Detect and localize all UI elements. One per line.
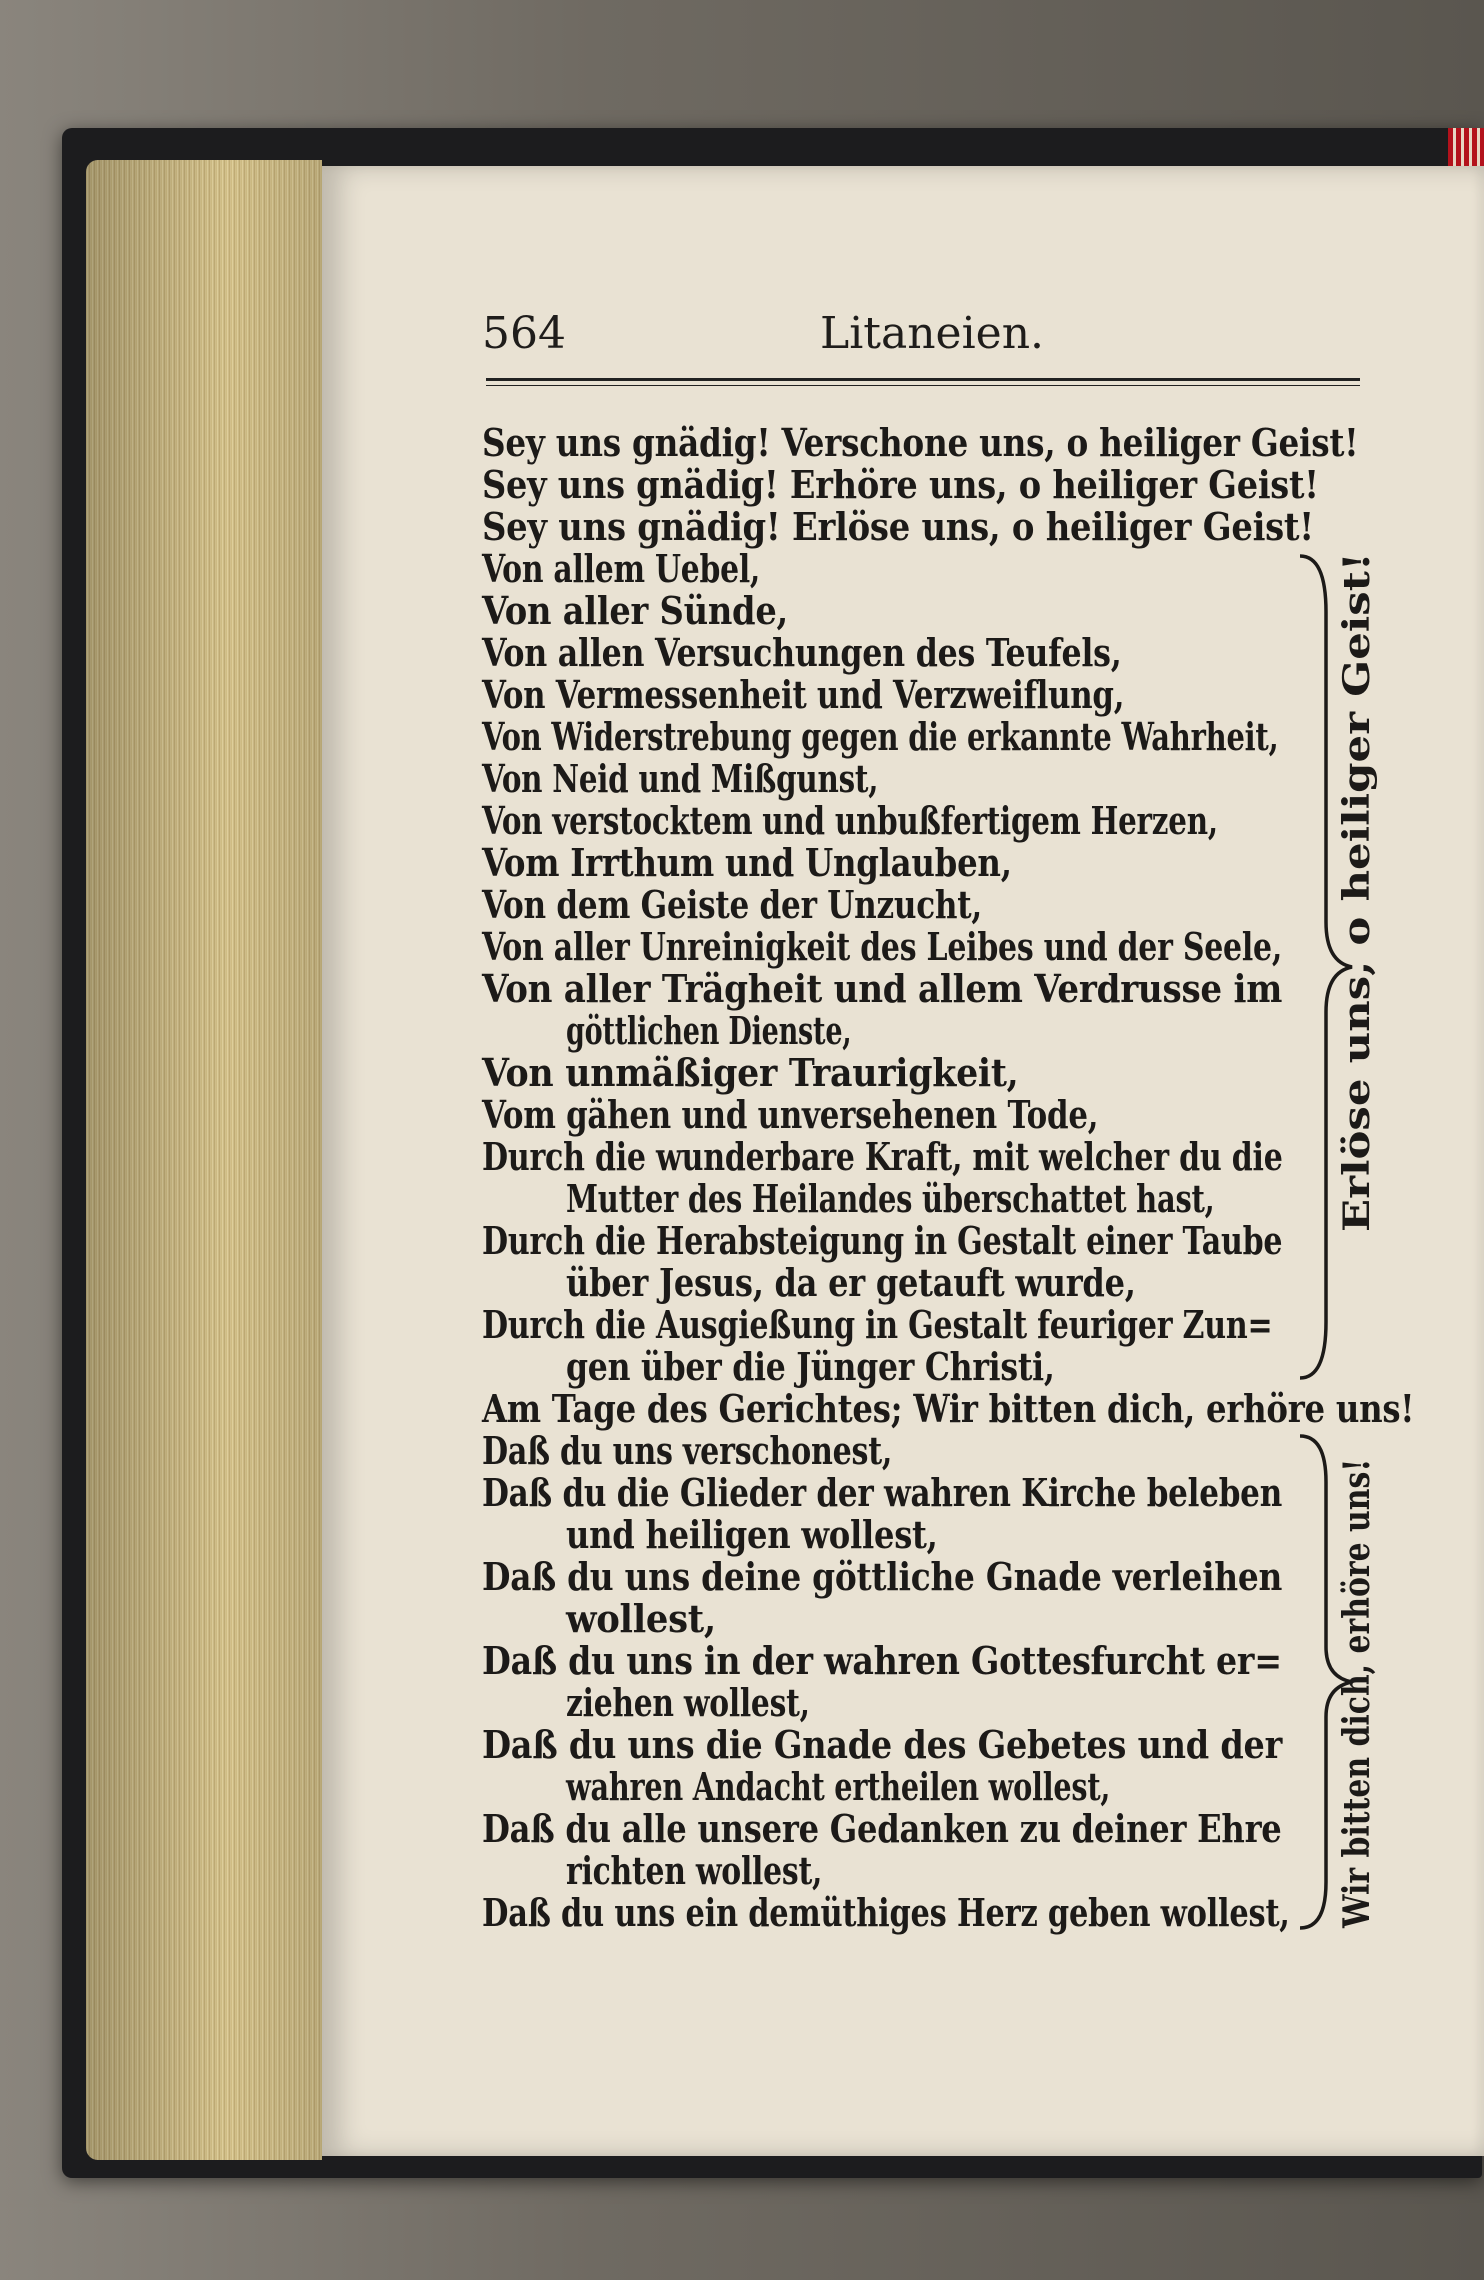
litany-line: Mutter des Heilandes überschattet hast,	[566, 1176, 1215, 1221]
litany-line: Daß du uns verschonest,	[482, 1428, 893, 1473]
litany-line: Sey uns gnädig! Verschone uns, o heiliger Geist!	[482, 420, 1359, 465]
litany-line: Von aller Trägheit und allem Verdrusse im	[482, 966, 1283, 1011]
litany-line: Daß du uns die Gnade des Gebetes und der	[482, 1722, 1282, 1767]
litany-line: Sey uns gnädig! Erhöre uns, o heiliger Geist!	[482, 462, 1319, 507]
litany-line: Von verstocktem und unbußfertigem Herzen,	[482, 798, 1218, 843]
litany-line: Durch die Ausgießung in Gestalt feuriger Zun=	[482, 1302, 1273, 1347]
litany-line: wahren Andacht ertheilen wollest,	[566, 1764, 1111, 1809]
litany-line: Daß du uns in der wahren Gottesfurcht er=	[482, 1638, 1282, 1683]
running-title: Litaneien.	[820, 308, 1045, 359]
side-response-first: Erlöse uns, o heiliger Geist!	[1336, 552, 1378, 1232]
litany-line: Von unmäßiger Traurigkeit,	[482, 1050, 1019, 1095]
litany-line: und heiligen wollest,	[566, 1512, 938, 1557]
litany-line: ziehen wollest,	[566, 1680, 810, 1725]
litany-line: Von Vermessenheit und Verzweiflung,	[482, 672, 1125, 717]
litany-line: gen über die Jünger Christi,	[566, 1344, 1055, 1389]
page-number: 564	[482, 308, 566, 359]
litany-line: Von aller Unreinigkeit des Leibes und der Seele,	[482, 924, 1283, 969]
side-response-second: Wir bitten dich, erhöre uns!	[1336, 1458, 1378, 1928]
litany-line: wollest,	[566, 1596, 716, 1641]
header-rule	[486, 378, 1360, 386]
litany-line: Daß du die Glieder der wahren Kirche beleben	[482, 1470, 1283, 1515]
litany-line: Daß du uns ein demüthiges Herz geben wollest,	[482, 1890, 1290, 1935]
litany-line: Daß du uns deine göttliche Gnade verleihen	[482, 1554, 1283, 1599]
litany-line: Durch die Herabsteigung in Gestalt einer Taube	[482, 1218, 1283, 1263]
litany-line: Am Tage des Gerichtes; Wir bitten dich, erhöre uns!	[482, 1386, 1415, 1431]
litany-line: Vom Irrthum und Unglauben,	[482, 840, 1012, 885]
litany-line: Von Neid und Mißgunst,	[482, 756, 879, 801]
litany-line: Vom gähen und unversehenen Tode,	[482, 1092, 1099, 1137]
litany-line: göttlichen Dienste,	[566, 1008, 852, 1053]
litany-line: Durch die wunderbare Kraft, mit welcher du die	[482, 1134, 1283, 1179]
page-header	[482, 308, 1382, 368]
litany-line: über Jesus, da er getauft wurde,	[566, 1260, 1136, 1305]
litany-line: Von aller Sünde,	[482, 588, 789, 633]
litany-line: Von Widerstrebung gegen die erkannte Wahrheit,	[482, 714, 1279, 759]
litany-line: Daß du alle unsere Gedanken zu deiner Ehre	[482, 1806, 1282, 1851]
litany-line: richten wollest,	[566, 1848, 823, 1893]
litany-line: Von allem Uebel,	[482, 546, 761, 591]
litany-line: Sey uns gnädig! Erlöse uns, o heiliger Geist!	[482, 504, 1314, 549]
litany-line: Von allen Versuchungen des Teufels,	[482, 630, 1122, 675]
litany-line: Von dem Geiste der Unzucht,	[482, 882, 982, 927]
page-edges-shade	[86, 160, 322, 2160]
